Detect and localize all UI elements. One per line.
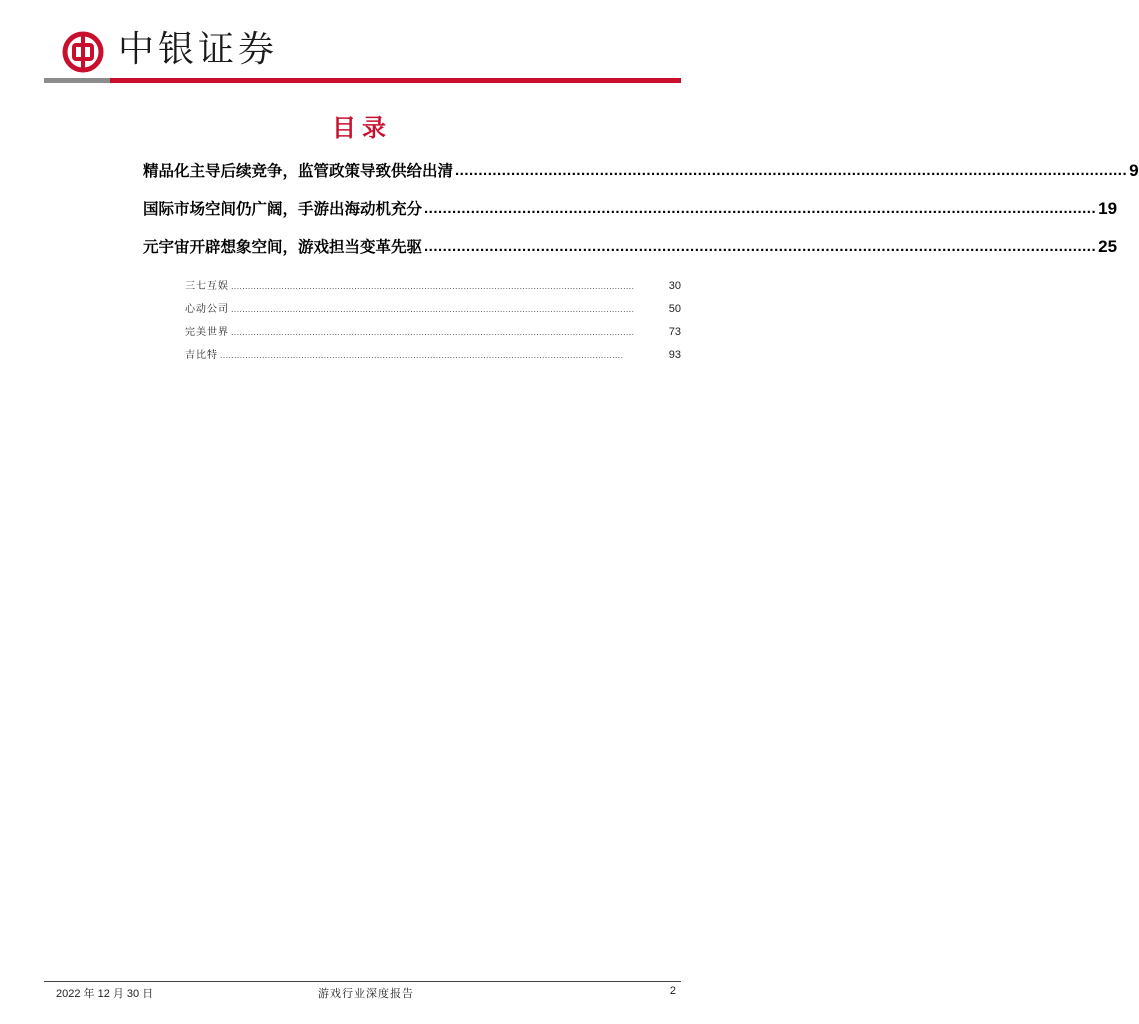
toc-entry-title: 精品化主导后续竞争，监管政策导致供给出清 xyxy=(143,161,454,180)
toc-leader-dots: ................................................................................................................................................ xyxy=(455,162,1128,179)
toc-sub-entry-2[interactable] xyxy=(185,292,681,315)
toc-sub-entry-3[interactable] xyxy=(185,315,681,338)
toc-entry-1[interactable] xyxy=(143,155,1139,181)
page-header xyxy=(0,0,724,90)
toc-leader-dots: ................................................................................................................................................ xyxy=(424,238,1097,255)
toc-sub-entry-4[interactable] xyxy=(185,338,681,361)
toc-sub-entry-title: 三七互娱 xyxy=(185,281,229,292)
toc-entry-title: 元宇宙开辟想象空间，游戏担当变革先驱 xyxy=(143,237,423,256)
toc-entry-3[interactable] xyxy=(143,231,1118,257)
footer-rule xyxy=(44,981,681,982)
toc-entry-page: 25 xyxy=(1098,237,1118,256)
toc-leader-dots: ................................................................................................................................................ xyxy=(424,200,1097,217)
toc-entry-2[interactable] xyxy=(143,193,1118,219)
toc-sub-entry-title: 吉比特 xyxy=(185,350,218,361)
toc-entry-title: 国际市场空间仍广阔，手游出海动机充分 xyxy=(143,199,423,218)
footer-date: 2022 年 12 月 30 日 xyxy=(56,988,154,1000)
toc-sub-entry-1[interactable] xyxy=(185,269,681,292)
table-of-contents xyxy=(143,155,1139,361)
toc-sub-entry-page: 30 xyxy=(668,280,681,292)
toc-leader-dots: ................................................................................................................................................ xyxy=(231,281,635,291)
toc-title: 目录 xyxy=(332,113,392,142)
toc-sub-entry-page: 73 xyxy=(668,326,681,338)
header-rule-gray xyxy=(44,78,110,83)
footer-report-title: 游戏行业深度报告 xyxy=(318,987,414,1000)
toc-sub-entry-title: 心动公司 xyxy=(185,304,229,315)
toc-leader-dots: ................................................................................................................................................ xyxy=(231,304,635,314)
footer-page-number: 2 xyxy=(669,985,676,997)
brand-name: 中银证券 xyxy=(118,29,279,70)
header-rule-red xyxy=(110,78,681,83)
bank-of-china-logo-icon xyxy=(62,31,104,73)
toc-sub-entries xyxy=(185,269,681,361)
toc-entry-page: 9 xyxy=(1129,161,1139,180)
toc-sub-entry-title: 完美世界 xyxy=(185,327,229,338)
toc-sub-entry-page: 93 xyxy=(668,349,681,361)
toc-leader-dots: ................................................................................................................................................ xyxy=(231,327,635,337)
toc-sub-entry-page: 50 xyxy=(668,303,681,315)
toc-entry-page: 19 xyxy=(1098,199,1118,218)
toc-leader-dots: ................................................................................................................................................ xyxy=(220,350,624,360)
